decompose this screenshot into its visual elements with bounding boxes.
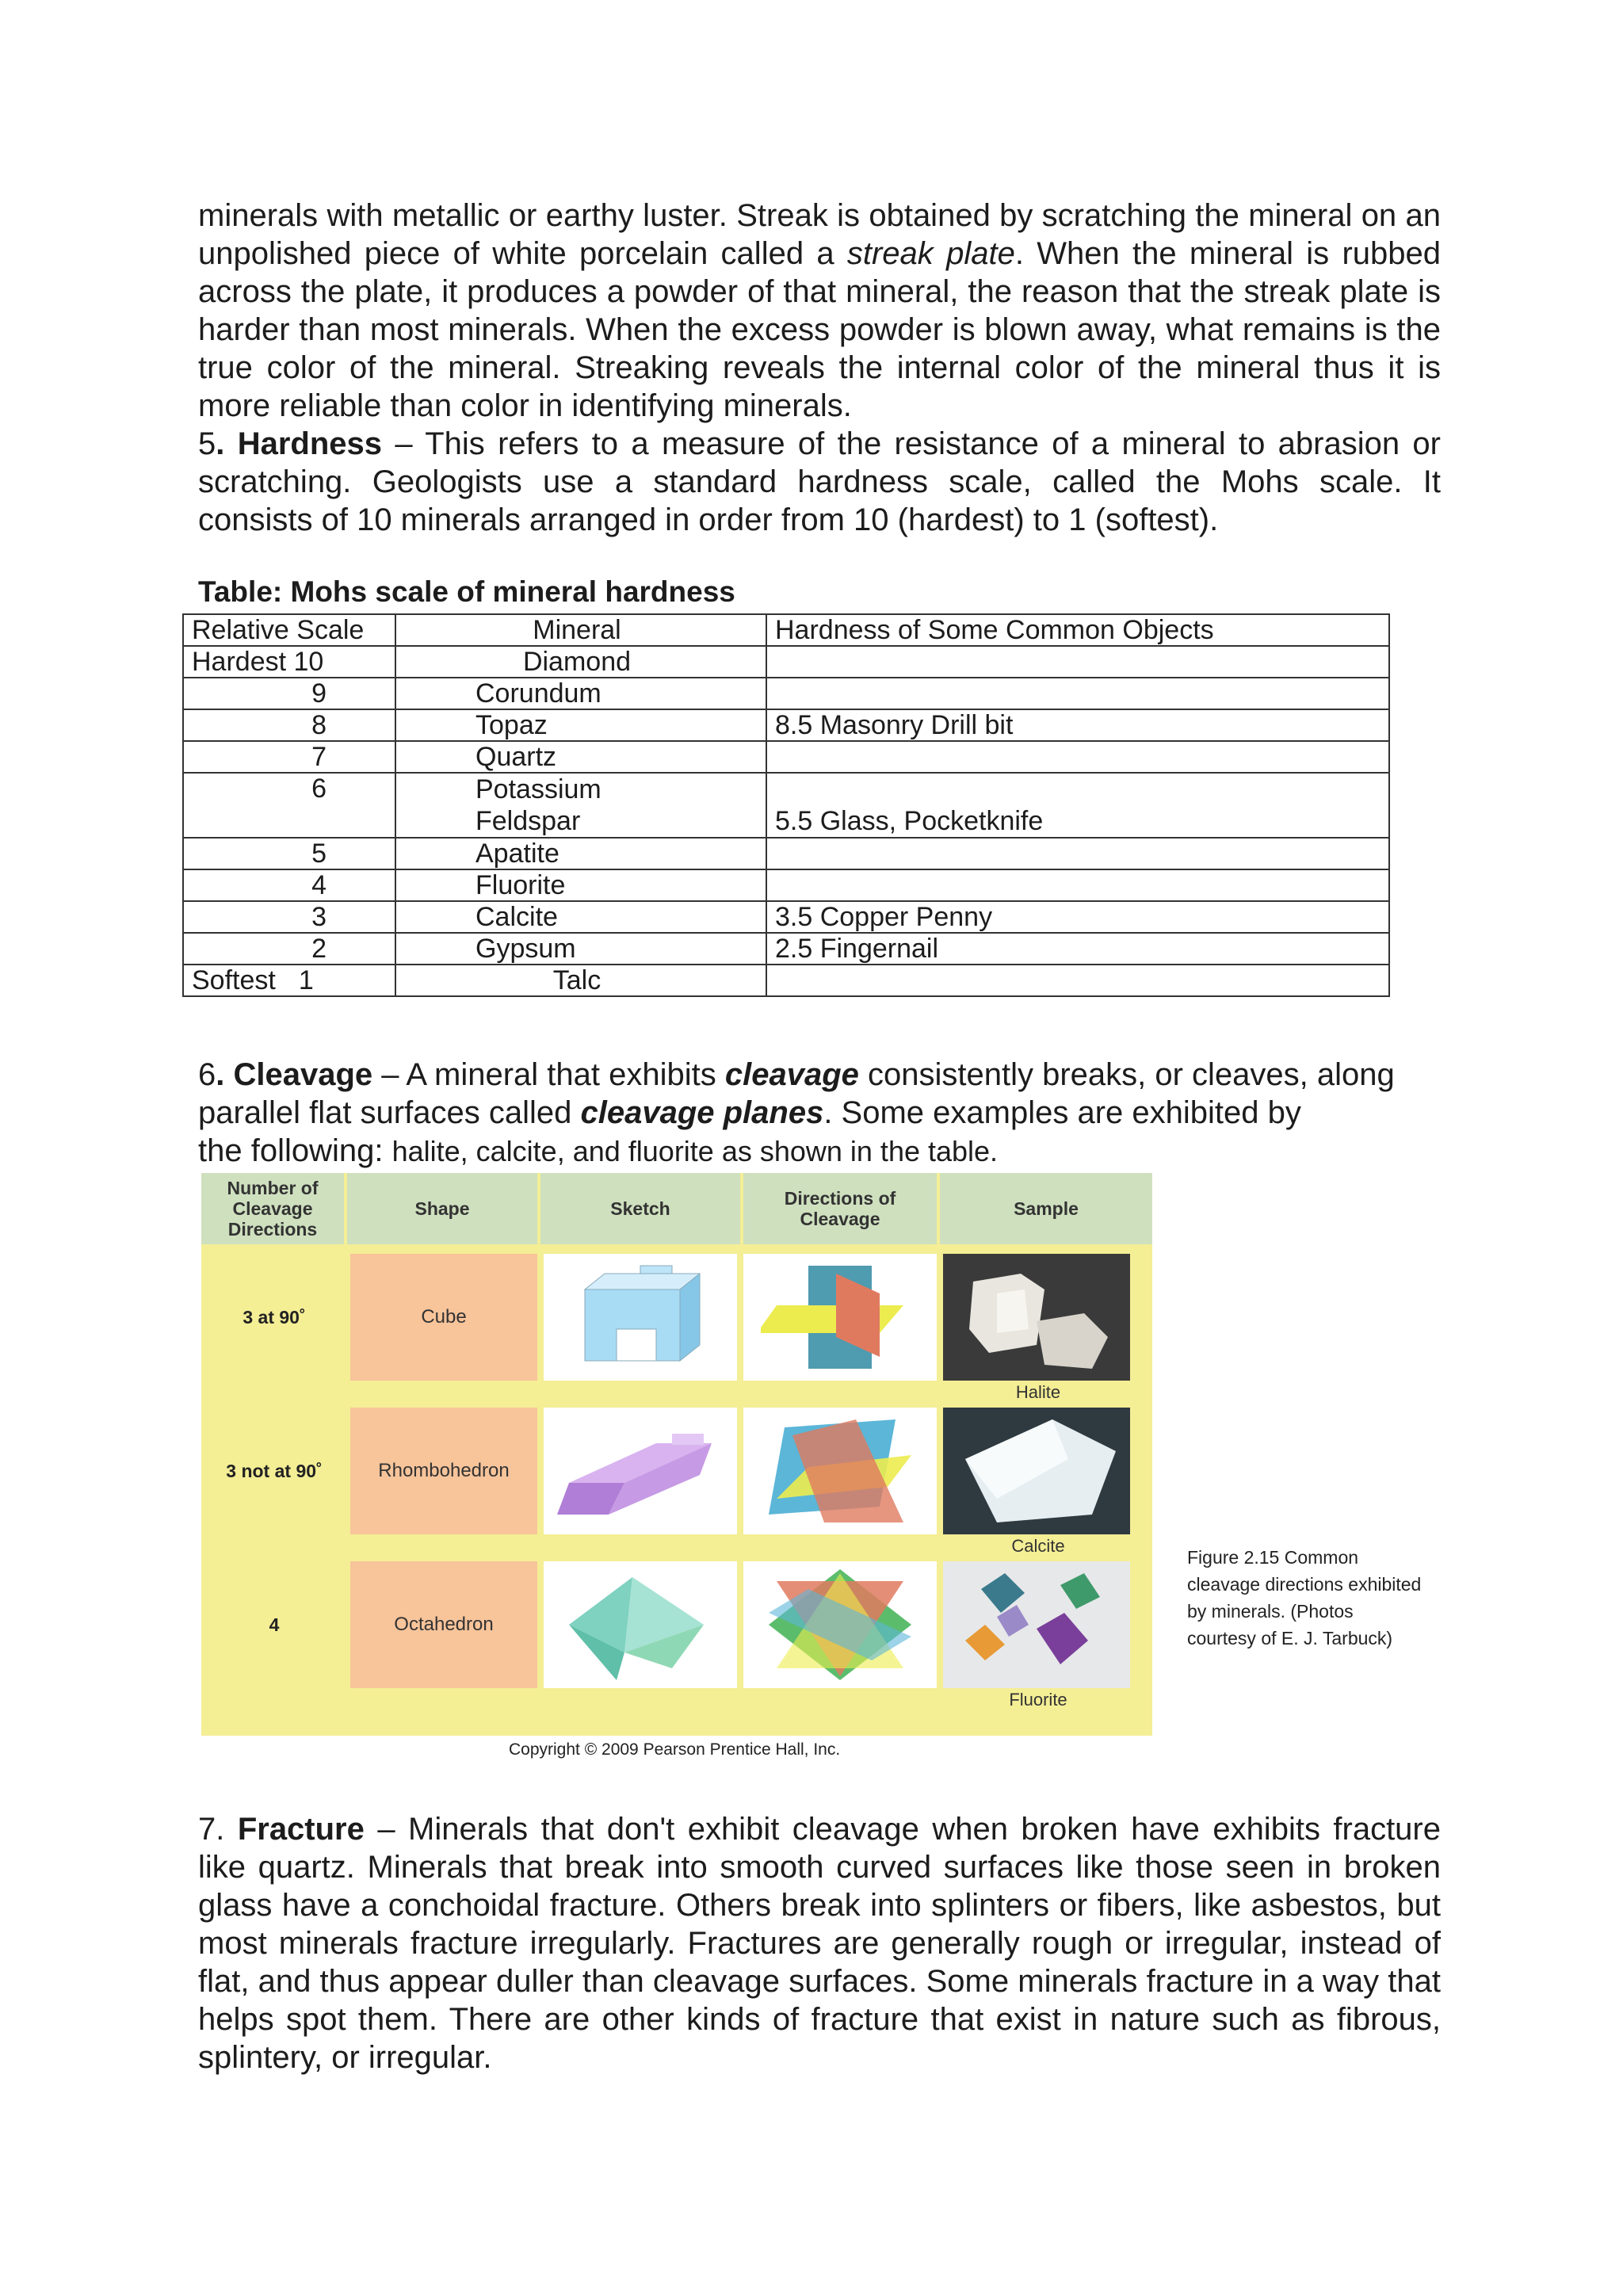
- calcite-photo: [943, 1408, 1130, 1534]
- header-mineral: Mineral: [395, 614, 766, 646]
- streak-text-2: . When the mineral is rubbed across the plate, it produces a powder of that mineral, the reason that the streak plate is harder than most minerals. When the excess powder is blown away, what remains is the true color of the mineral. Streaking reveals the internal color of the mineral thus it is more reliable than color in identifying minerals.: [198, 236, 1442, 423]
- cleavage-figure: [201, 1173, 1152, 1736]
- fig-header-sample: Sample: [940, 1173, 1152, 1244]
- table-row: 5 Apatite: [183, 838, 1389, 869]
- table-row: 4 Fluorite: [183, 869, 1389, 901]
- row-directions: 4: [269, 1614, 280, 1635]
- table-row: 2 Gypsum 2.5 Fingernail: [183, 933, 1389, 965]
- table-row: Hardest 10 Diamond: [183, 646, 1389, 678]
- table-header-row: [183, 614, 1389, 646]
- table-row: 6 Potassium Feldspar 5.5 Glass, Pocketknife: [183, 773, 1389, 838]
- table-row: 8 Topaz 8.5 Masonry Drill bit: [183, 709, 1389, 741]
- fig-header-directions: Number of Cleavage Directions: [201, 1173, 344, 1244]
- rhombohedron-sketch: [544, 1408, 737, 1534]
- row-shape: Cube: [350, 1254, 537, 1381]
- fluorite-photo: [943, 1561, 1130, 1688]
- table-title: Table: Mohs scale of mineral hardness: [198, 575, 735, 608]
- streak-paragraph: [198, 197, 1441, 425]
- row-shape: Octahedron: [350, 1561, 537, 1688]
- header-relative-scale: Relative Scale: [183, 614, 395, 646]
- fig-header-shape: Shape: [347, 1173, 537, 1244]
- sample-label: Fluorite: [1009, 1690, 1067, 1710]
- streak-plate-term: streak plate: [846, 236, 1015, 271]
- octahedron-sketch: [544, 1561, 737, 1688]
- cleavage-term: Cleavage: [233, 1057, 373, 1092]
- fig-header-sketch: Sketch: [540, 1173, 740, 1244]
- rhombohedron-cleavage-planes: [743, 1408, 937, 1534]
- row-directions: 3 at 90˚: [242, 1306, 306, 1328]
- fracture-term: Fracture: [237, 1812, 365, 1847]
- cube-sketch: [544, 1254, 737, 1381]
- fig-header-cleavage-dirs: Directions of Cleavage: [743, 1173, 937, 1244]
- cleavage-paragraph: 6. Cleavage – A mineral that exhibits cleavage consistently breaks, or cleaves, along parallel flat surfaces called cleavage planes. Some examples are exhibited by the following: halite, calcite, and fluorite as shown in the table.: [198, 1057, 1395, 1168]
- table-row: Softest 1 Talc: [183, 965, 1389, 996]
- table-row: 7 Quartz: [183, 741, 1389, 773]
- table-row: 9 Corundum: [183, 678, 1389, 709]
- figure-copyright: Copyright © 2009 Pearson Prentice Hall, Inc.: [509, 1740, 841, 1759]
- streak-text-1: minerals with metallic or earthy luster. Streak is obtained by scratching the mineral on an unpolished piece of white porcelain called a: [198, 198, 1441, 271]
- header-common-objects: Hardness of Some Common Objects: [766, 614, 1389, 646]
- sample-label: Calcite: [1011, 1536, 1065, 1556]
- sample-label: Halite: [1015, 1382, 1061, 1402]
- halite-photo: [943, 1254, 1130, 1381]
- hardness-paragraph: 5. Hardness – This refers to a measure of the resistance of a mineral to abrasion or scratching. Geologists use a standard hardness scale, called the Mohs scale. It consists of 10 minerals arranged in order from 10 (hardest) to 1 (softest).: [198, 426, 1441, 537]
- figure-caption: Figure 2.15 Common cleavage directions exhibited by minerals. (Photos courtesy of E. J. Tarbuck): [1187, 1547, 1422, 1648]
- hardness-term: Hardness: [237, 426, 383, 461]
- mohs-table: [182, 613, 1390, 997]
- octahedron-cleavage-planes: [743, 1561, 937, 1688]
- table-row: 3 Calcite 3.5 Copper Penny: [183, 901, 1389, 933]
- cube-cleavage-planes: [743, 1254, 937, 1381]
- row-directions: 3 not at 90˚: [226, 1460, 323, 1481]
- fracture-paragraph: 7. Fracture – Minerals that don't exhibit cleavage when broken have exhibits fracture like quartz. Minerals that break into smooth curved surfaces like those seen in broken glass have a conchoidal fracture. Others break into splinters or fibers, like asbestos, but most minerals fracture irregularly. Fractures are generally rough or irregular, instead of flat, and thus appear duller than cleavage surfaces. Some minerals fracture in a way that helps spot them. There are other kinds of fracture that exist in nature such as fibrous, splintery, or irregular.: [198, 1812, 1441, 2075]
- row-shape: Rhombohedron: [350, 1408, 537, 1534]
